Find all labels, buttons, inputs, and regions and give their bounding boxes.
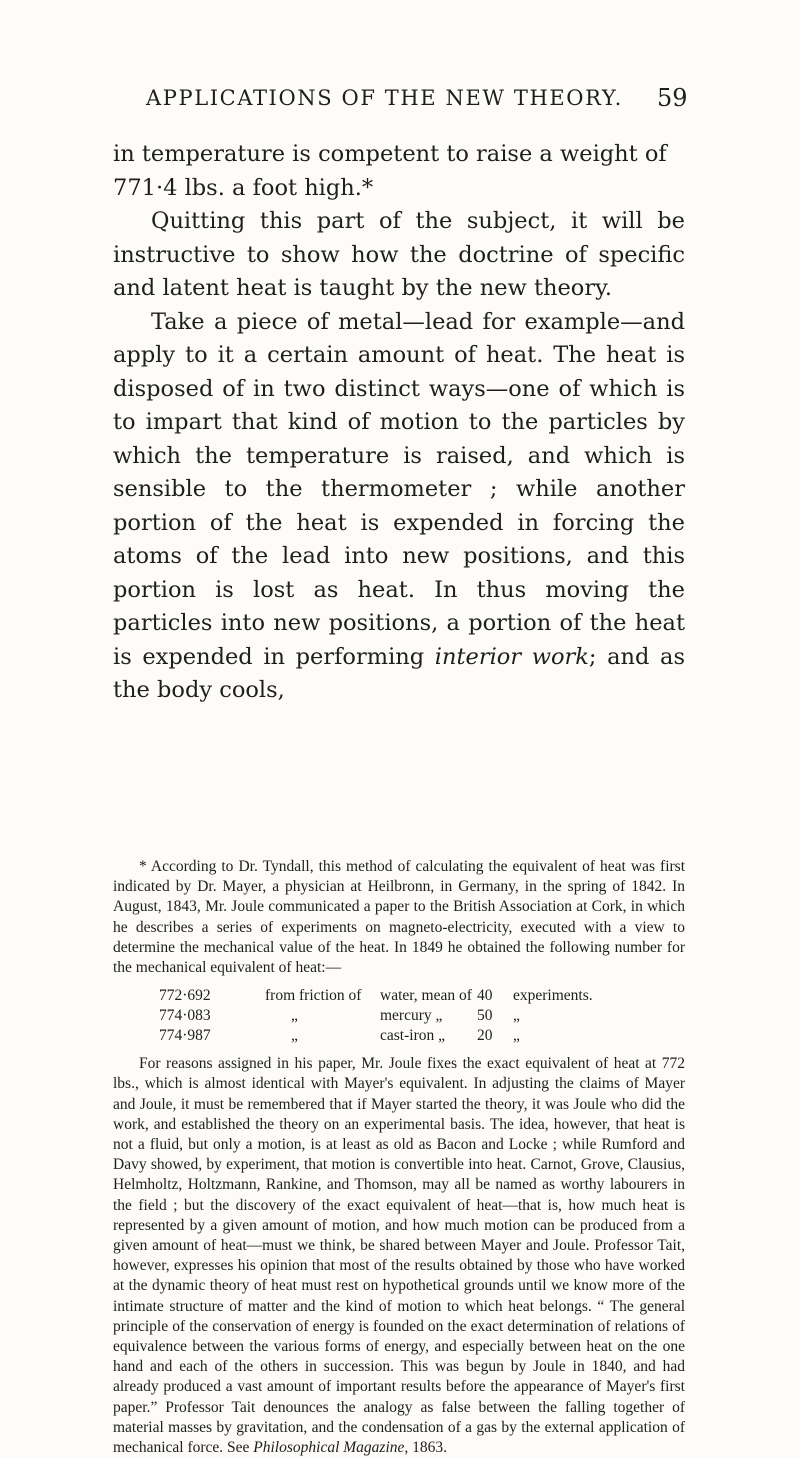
result-row: [159, 986, 685, 1006]
page-number: 59: [657, 84, 688, 112]
footnote-intro: * According to Dr. Tyndall, this method of calculating the equivalent of heat was first indicated by Dr. Mayer, a physician at Heilbronn, in Germany, in the spring of 1842. In August, 1843, Mr. Joule communicated a paper to the British Association at Cork, in which he describes a series of experiments on magneto-electricity, executed with a view to determine the mechanical value of the heat. In 1849 he obtained the following number for the mechanical equivalent of heat:—: [113, 858, 685, 977]
paragraph-2: Quitting this part of the subject, it will be instructive to show how the doctrine of specific and latent heat is taught by the new theory.: [113, 208, 685, 301]
paragraph-3-text: Take a piece of metal—lead for example—and apply to it a certain amount of heat. The heat is disposed of in two distinct ways—one of which is to impart that kind of motion to the particles by which the temperature is raised, and which is sensible to the thermometer ; while another portion of the heat is expended in forcing the atoms of the lead into new positions, and this portion is lost as heat. In thus moving the particles into new positions, a portion of the heat is expended in performing: [113, 308, 685, 670]
result-label: „: [291, 1007, 298, 1025]
citation-title: Philosophical Magazine,: [253, 1439, 409, 1457]
page-header: [0, 86, 800, 116]
result-count: 20: [477, 1027, 493, 1045]
result-row: [159, 1006, 685, 1026]
emphasis-interior-work: interior work: [434, 643, 589, 670]
result-tail: experiments.: [513, 987, 593, 1005]
footnote: [113, 857, 685, 1458]
result-label: from friction of: [265, 987, 362, 1005]
citation-year: 1863.: [408, 1439, 448, 1457]
result-substance: cast-iron „: [380, 1027, 445, 1045]
result-substance: mercury „: [380, 1007, 443, 1025]
footnote-body: [113, 1054, 685, 1458]
result-row: [159, 1026, 685, 1046]
result-count: 50: [477, 1007, 493, 1025]
paragraph-1: in temperature is competent to raise a weight of 771·4 lbs. a foot high.*: [113, 141, 667, 201]
result-substance: water, mean of: [380, 987, 472, 1005]
result-tail: „: [513, 1007, 520, 1025]
main-text: [113, 138, 685, 708]
joule-results-table: [159, 986, 685, 1046]
footnote-body-text: For reasons assigned in his paper, Mr. Joule fixes the exact equivalent of heat at 772 lbs., which is almost identical with Mayer's equivalent. In adjusting the claims of Mayer and Joule, it must be remembered that if Mayer started the theory, it was Joule who did the work, and established the theory on an experimental basis. The idea, however, that heat is not a fluid, but only a motion, is at least as old as Bacon and Locke ; while Rumford and Davy showed, by experiment, that motion is convertible into heat. Carnot, Grove, Clausius, Helmholtz, Holtzmann, Rankine, and Thomson, may all be named as worthy labourers in the field ; but the discovery of the exact equivalent of heat—that is, how much heat is represented by a given amount of motion, and how much motion can be produced from a given amount of heat—must we think, be shared between Mayer and Joule. Professor Tait, however, expresses his opinion that most of the results obtained by those who have worked at the dynamic theory of heat must rest on hypothetical grounds until we know more of the intimate structure of matter and the kind of motion to which heat belongs. “ The general principle of the conservation of energy is founded on the exact determination of relations of equivalence between the various forms of energy, and especially between heat on the one hand and each of the others in succession. This was begun by Joule in 1840, and had already produced a vast amount of important results before the appearance of Mayer's first paper.” Professor Tait denounces the analogy as false between the falling together of material masses by gravitation, and the condensation of a gas by the external application of mechanical force. See: [113, 1055, 685, 1457]
running-title: APPLICATIONS OF THE NEW THEORY.: [146, 86, 623, 110]
result-value: 774·987: [159, 1027, 211, 1045]
result-value: 774·083: [159, 1007, 211, 1025]
result-value: 772·692: [159, 987, 211, 1005]
paragraph-3-end: ; and as the body cools,: [113, 643, 685, 703]
result-label: „: [291, 1027, 298, 1045]
result-tail: „: [513, 1027, 520, 1045]
paragraph-3: [113, 306, 685, 708]
result-count: 40: [477, 987, 493, 1005]
